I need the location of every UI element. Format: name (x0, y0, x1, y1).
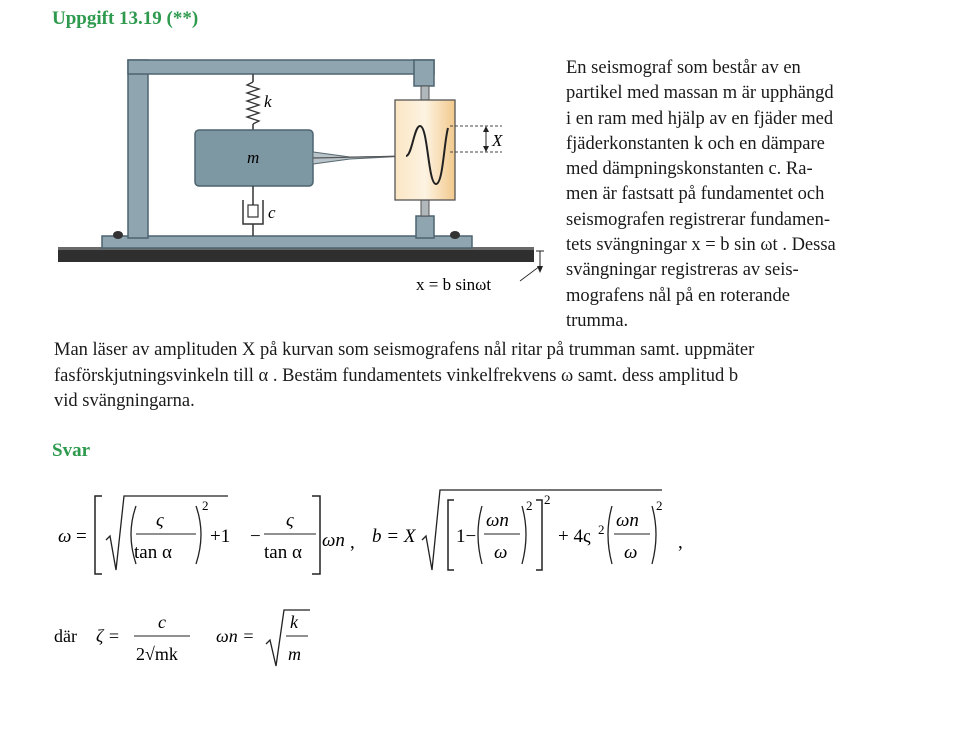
svg-text:,: , (350, 532, 355, 553)
svg-text:2: 2 (202, 498, 209, 513)
svg-text:2: 2 (656, 498, 663, 513)
svg-text:ωn: ωn (486, 510, 509, 531)
svg-text:tan α: tan α (134, 542, 172, 563)
body-line: Man läser av amplituden X på kurvan som seismografens nål ritar på trumman samt. uppmäter (54, 340, 755, 360)
svg-text:ωn: ωn (322, 530, 345, 551)
svg-text:c: c (158, 612, 166, 632)
svg-text:2: 2 (598, 522, 605, 537)
svg-text:,: , (678, 532, 683, 553)
recording-drum (395, 100, 455, 200)
desc-line: fjäderkonstanten k och en dämpare (566, 133, 825, 154)
svg-text:2√mk: 2√mk (136, 644, 178, 664)
svg-text:k: k (290, 612, 298, 632)
ground-motion-label: x = b sinωt (416, 275, 492, 294)
damper-piston (248, 205, 258, 217)
svg-text:m: m (288, 644, 301, 664)
desc-line: i en ram med hjälp av en fjäder med (566, 108, 834, 129)
svg-text:ω: ω (58, 526, 72, 547)
problem-body (54, 338, 934, 415)
amplitude-label: X (492, 131, 503, 150)
desc-line: mografens nål på en roterande (566, 285, 790, 306)
svg-text:ζ =: ζ = (96, 626, 120, 646)
svg-text:+ 4ς: + 4ς (558, 526, 591, 547)
desc-line: trumma. (566, 310, 629, 331)
body-line: vid svängningarna. (54, 391, 195, 411)
svg-text:där: där (54, 626, 77, 646)
damper-label: c (268, 203, 276, 222)
svg-text:+1: +1 (210, 526, 231, 547)
svg-text:2: 2 (544, 492, 551, 507)
desc-line: seismografen registrerar fundamen- (566, 209, 831, 230)
svg-text:ω: ω (624, 542, 638, 563)
desc-line: tets svängningar x = b sin ωt . Dessa (566, 235, 836, 256)
body-line: fasförskjutningsvinkeln till α . Bestäm fundamentets vinkelfrekvens ω samt. dess amplitud b (54, 365, 739, 386)
svg-text:ωn: ωn (616, 510, 639, 531)
desc-line: partikel med massan m är upphängd (566, 83, 834, 104)
spring-label: k (264, 92, 272, 111)
problem-description (566, 56, 884, 334)
svg-text:−: − (250, 526, 261, 547)
ground-foundation (58, 248, 534, 262)
svg-text:b = X: b = X (372, 526, 416, 547)
answer-heading: Svar (52, 440, 90, 461)
seismograph-figure (50, 48, 550, 308)
mass-label: m (247, 148, 260, 167)
svg-text:ωn =: ωn = (216, 626, 255, 646)
svg-text:ς: ς (286, 510, 294, 531)
svg-text:=: = (76, 526, 87, 547)
svg-text:1−: 1− (456, 526, 477, 547)
svg-text:2: 2 (526, 498, 533, 513)
desc-line: svängningar registreras av seis- (566, 260, 799, 281)
definitions-formula (50, 604, 350, 674)
desc-line: men är fastsatt på fundamentet och (566, 184, 825, 205)
desc-line: med dämpningskonstanten c. Ra- (566, 159, 813, 180)
answer-formula (50, 484, 710, 584)
frame-top-beam (128, 60, 434, 74)
svg-text:tan α: tan α (264, 542, 302, 563)
spring (247, 82, 259, 124)
desc-line: En seismograf som består av en (566, 58, 801, 78)
frame-left-column (128, 60, 148, 238)
svg-text:ω: ω (494, 542, 508, 563)
problem-heading: Uppgift 13.19 (**) (52, 8, 199, 29)
svg-text:ς: ς (156, 510, 164, 531)
